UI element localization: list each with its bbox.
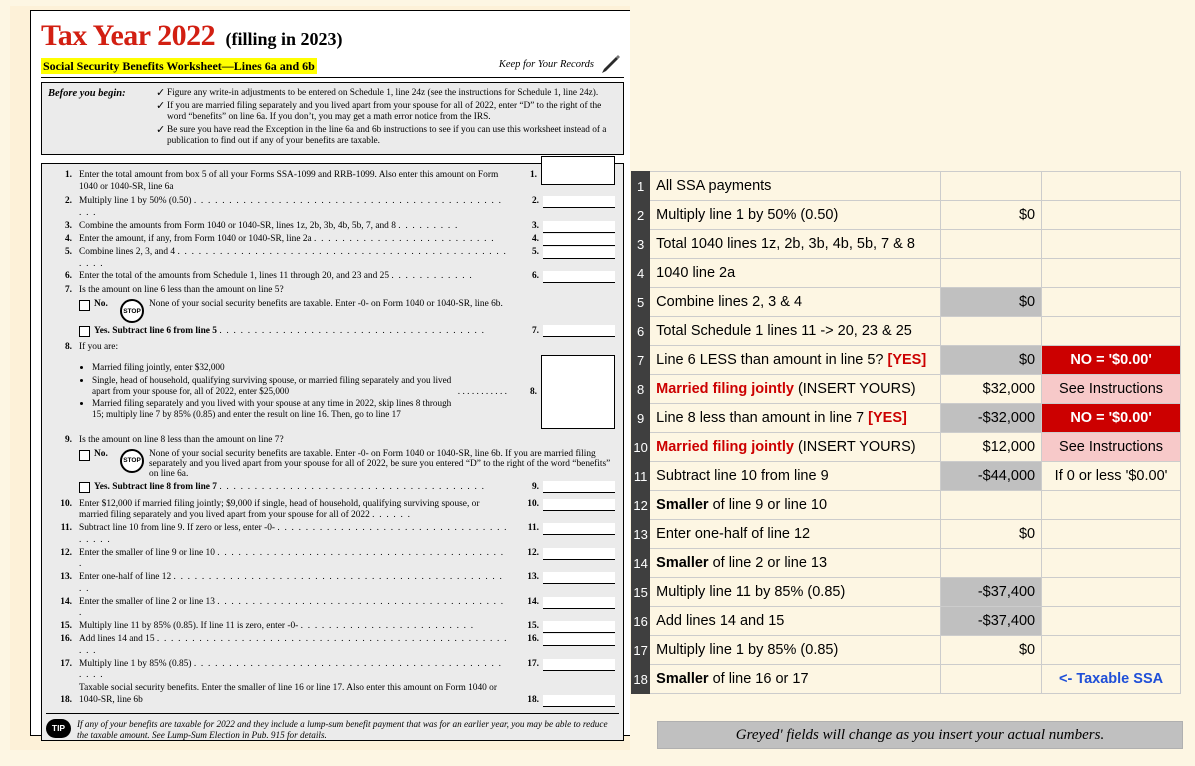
line-text-wrap <box>79 247 513 271</box>
row-description-text: of line 9 or line 10 <box>708 497 828 513</box>
line-number-right: 1. <box>529 169 537 180</box>
row-number: 11 <box>632 462 650 491</box>
list-item <box>156 101 617 123</box>
row-description-emphasis: Smaller <box>656 497 709 513</box>
row-value[interactable]: -$32,000 <box>940 404 1041 433</box>
line-number: 9. <box>64 434 72 445</box>
row-description: All SSA payments <box>650 172 941 201</box>
row-description: Add lines 14 and 15 <box>650 607 941 636</box>
row-description-text: Line 6 LESS than amount in line 5? <box>656 352 884 368</box>
line-text-wrap <box>79 659 513 683</box>
worksheet-line-11 <box>46 523 619 547</box>
keep-records-note: Keep for Your Records <box>498 59 594 70</box>
row-note <box>1042 230 1181 259</box>
line-number: 8. <box>64 342 72 353</box>
row-description <box>650 491 941 520</box>
row-number: 6 <box>632 317 650 346</box>
leader-dots: . . . . . . . . . . . . <box>391 271 473 282</box>
row-note <box>1042 259 1181 288</box>
line-number-right: 3. <box>531 220 539 231</box>
table-row[interactable] <box>632 317 1181 346</box>
table-row[interactable] <box>632 288 1181 317</box>
before-you-begin-list <box>156 88 617 149</box>
line-text-wrap <box>79 196 513 220</box>
line-text-wrap <box>79 634 513 658</box>
row-note: NO = '$0.00' <box>1042 346 1181 375</box>
leader-dots: . . . . . . <box>372 510 412 521</box>
leader-dots: . . . . . . . . . . . . . . . . . . . . . . . . . . . . . . . . . . . . . . . . . . . . . . . <box>79 196 503 219</box>
line-text: Enter the amount, if any, from Form 1040 or 1040-SR, line 2a <box>79 233 312 244</box>
row-description: Subtract line 10 from line 9 <box>650 462 941 491</box>
line-6-input[interactable] <box>543 271 615 283</box>
row-yes-flag: [YES] <box>887 352 927 368</box>
stop-icon: STOP <box>120 449 144 473</box>
table-row[interactable] <box>632 549 1181 578</box>
row-note <box>1042 636 1181 665</box>
checkbox-line7-yes[interactable] <box>79 326 90 337</box>
worksheet-line-9 <box>46 435 619 447</box>
line-text-wrap <box>79 234 513 246</box>
worksheet-line-17 <box>46 659 619 683</box>
row-value[interactable]: $0 <box>940 636 1041 665</box>
row-description-text: Married filing jointly <box>656 381 794 397</box>
row-note <box>1042 520 1181 549</box>
row-number: 14 <box>632 549 650 578</box>
line-text: Subtract line 10 from line 9. If zero or less, enter -0- <box>79 523 276 534</box>
worksheet-line-12 <box>46 548 619 572</box>
worksheet-line-2 <box>46 196 619 220</box>
row-description-text: of line 2 or line 13 <box>708 555 828 571</box>
row-note <box>1042 607 1181 636</box>
checkmark-icon: ✓ <box>156 87 166 99</box>
table-row[interactable] <box>632 375 1181 404</box>
line-number-right: 6. <box>531 271 539 282</box>
row-note <box>1042 491 1181 520</box>
line-7-input[interactable] <box>543 325 615 337</box>
row-note: If 0 or less '$0.00' <box>1042 462 1181 491</box>
row-number: 4 <box>632 259 650 288</box>
row-note <box>1042 172 1181 201</box>
line-number: 11. <box>60 523 72 534</box>
line-number-right: 8. <box>529 386 537 397</box>
row-description-text: Married filing jointly <box>656 439 794 455</box>
leader-dots: . . . . . . . . . . . . . . . . . . . . . . . . . . . . . . . . . . . . . . . . . . . . . . . . . <box>79 572 504 594</box>
row-number: 17 <box>632 636 650 665</box>
line-10-input[interactable] <box>543 499 615 511</box>
table-row[interactable] <box>632 665 1181 694</box>
row-description-hint: (INSERT YOURS) <box>797 381 916 397</box>
row-number: 15 <box>632 578 650 607</box>
row-value[interactable] <box>940 259 1041 288</box>
row-value[interactable]: $32,000 <box>940 375 1041 404</box>
line-text: Multiply line 1 by 50% (0.50) <box>79 196 192 207</box>
line-9-no-text: None of your social security benefits are taxable. Enter -0- on Form 1040 or 1040-SR, line 6b. If you are married filing separately and you lived apart from your spouse for all of 2022, be sure you entered “D” to the right of the word “benefits” on line 6a. <box>149 448 611 479</box>
calculation-table <box>631 171 1181 694</box>
row-description: Enter one-half of line 12 <box>650 520 941 549</box>
line-text: Multiply line 1 by 85% (0.85) <box>79 658 192 669</box>
line-12-input[interactable] <box>543 548 615 560</box>
row-note <box>1042 317 1181 346</box>
before-you-begin-label: Before you begin: <box>48 88 126 99</box>
table-row[interactable] <box>632 520 1181 549</box>
worksheet-line-8 <box>46 342 619 354</box>
line-9-yes-text <box>94 482 513 492</box>
line-text: Enter the smaller of line 9 or line 10 <box>79 547 215 558</box>
row-value[interactable] <box>940 317 1041 346</box>
line-9-no-label: No. <box>94 448 108 459</box>
line-4-input[interactable] <box>543 234 615 246</box>
row-note: NO = '$0.00' <box>1042 404 1181 433</box>
line-number: 6. <box>64 271 72 282</box>
row-number: 16 <box>632 607 650 636</box>
row-description-emphasis: Smaller <box>656 555 709 571</box>
worksheet-line-10 <box>46 499 619 523</box>
line-1-amount-box[interactable] <box>541 156 615 185</box>
table-row[interactable] <box>632 491 1181 520</box>
row-description: Multiply line 1 by 85% (0.85) <box>650 636 941 665</box>
row-number: 5 <box>632 288 650 317</box>
worksheet-line-5 <box>46 247 619 271</box>
before-item-text: Be sure you have read the Exception in the line 6a and 6b instructions to see if you can use this worksheet instead of a publication to find out if any of your benefits are taxable. <box>167 124 607 146</box>
row-description: 1040 line 2a <box>650 259 941 288</box>
worksheet-line-4 <box>46 234 619 246</box>
row-description-text: of line 16 or 17 <box>708 671 809 687</box>
title-divider <box>41 77 624 78</box>
line-number: 4. <box>64 233 72 244</box>
leader-dots: . . . . . . . . . . . . . . . . . . . . . . . . . . . . . . . . . . . . . . . . . . <box>79 596 505 619</box>
line-7-yes-text <box>94 326 513 336</box>
line-number-right: 14. <box>527 596 539 607</box>
row-description: Total 1040 lines 1z, 2b, 3b, 4b, 5b, 7 & 8 <box>650 230 941 259</box>
page-subtitle-year: (filling in 2023) <box>225 29 343 49</box>
before-item-text: Figure any write-in adjustments to be entered on Schedule 1, line 24z (see the instructions for Schedule 1, line 24z). <box>167 88 599 98</box>
row-value[interactable]: $0 <box>940 288 1041 317</box>
line-16-input[interactable] <box>543 634 615 646</box>
line-text: Add lines 14 and 15 <box>79 634 155 645</box>
leader-dots: . . . . . . . . . . . . . . . . . . . . . . . . . . <box>314 233 495 244</box>
leader-dots: . . . . . . . . . . . . . . . . . . . . . . . . . . . . . . . . . . . . . . <box>79 523 508 545</box>
worksheet-line-14 <box>46 597 619 621</box>
line-number: 15. <box>60 621 72 632</box>
row-number: 13 <box>632 520 650 549</box>
line-text-wrap <box>79 621 513 633</box>
leader-dots: . . . . . . . . . . . . . . . . . . . . . . . . . . . . . . . . . . . . . . <box>219 481 486 492</box>
line-number-right: 17. <box>527 658 539 669</box>
row-value[interactable]: $0 <box>940 520 1041 549</box>
line-number: 12. <box>60 547 72 558</box>
row-description: Multiply line 11 by 85% (0.85) <box>650 578 941 607</box>
row-note <box>1042 578 1181 607</box>
line-5-input[interactable] <box>543 247 615 259</box>
line-2-input[interactable] <box>543 196 615 208</box>
line-text-wrap <box>79 523 513 547</box>
line-text: If you are: <box>79 342 119 353</box>
before-item-text: If you are married filing separately and you lived apart from your spouse for all of 2022, enter “D” to the right of the word “benefits” on line 6a. If you don’t, you may get a math error notice from the IRS. <box>167 101 602 122</box>
row-value[interactable]: -$37,400 <box>940 578 1041 607</box>
row-value[interactable] <box>940 172 1041 201</box>
line-number-right: 5. <box>531 246 539 257</box>
worksheet-subtitle-row <box>41 57 624 74</box>
row-note <box>1042 201 1181 230</box>
table-row[interactable] <box>632 607 1181 636</box>
line-number: 7. <box>64 285 72 296</box>
worksheet-panel <box>10 6 630 750</box>
worksheet-line-16 <box>46 634 619 658</box>
line-7-no-label: No. <box>94 299 108 310</box>
row-number: 10 <box>632 433 650 462</box>
table-row[interactable] <box>632 462 1181 491</box>
line-text: Enter $12,000 if married filing jointly; $9,000 if single, head of household, qualifying surviving spouse, or married filing separately and you lived apart from your spouse for all of 2022 <box>79 498 480 521</box>
worksheet-lines <box>41 163 624 741</box>
worksheet-line-6 <box>46 271 619 283</box>
worksheet-line-3 <box>46 221 619 233</box>
worksheet-line-18 <box>46 683 619 707</box>
row-note <box>1042 549 1181 578</box>
table-row[interactable] <box>632 201 1181 230</box>
line-7-yes-option[interactable] <box>79 325 619 337</box>
line-number-right: 2. <box>531 196 539 207</box>
pen-icon <box>600 55 622 80</box>
checkbox-line9-no[interactable] <box>79 450 90 461</box>
row-description <box>650 375 941 404</box>
line-text: Enter the smaller of line 2 or line 13 <box>79 596 215 607</box>
row-value[interactable] <box>940 665 1041 694</box>
line-8-bullets <box>79 362 454 421</box>
line-text: Enter one-half of line 12 <box>79 572 172 583</box>
row-number: 9 <box>632 404 650 433</box>
table-row[interactable] <box>632 433 1181 462</box>
line-text-wrap <box>79 499 513 523</box>
row-note <box>1042 288 1181 317</box>
line-text-wrap <box>79 271 513 283</box>
worksheet-line-1 <box>46 170 619 194</box>
line-number-right: 7. <box>531 326 539 337</box>
leader-dots: . . . . . . . . . . . . . . . . . . . . . . . . . . . . . . . . . . . . . . . . . . . . . . . . . . . . . <box>79 634 508 656</box>
leader-dots: . . . . . . . . . . . . . . . . . . . . . . . . . . . . . . . . . . . . . . . . . . <box>79 547 505 570</box>
line-number: 14. <box>60 596 72 607</box>
line-number: 18. <box>60 694 72 705</box>
line-13-input[interactable] <box>543 572 615 584</box>
line-text: Is the amount on line 8 less than the amount on line 7? <box>79 434 284 445</box>
row-description <box>650 549 941 578</box>
row-value[interactable]: $0 <box>940 346 1041 375</box>
checkmark-icon: ✓ <box>156 100 166 112</box>
line-number-right: 13. <box>527 572 539 583</box>
line-7-yes-label: Yes. Subtract line 6 from line 5 <box>94 326 217 337</box>
line-number: 10. <box>60 498 72 509</box>
line-text: Is the amount on line 6 less than the amount on line 5? <box>79 285 284 296</box>
line-text: Multiply line 11 by 85% (0.85). If line 11 is zero, enter -0- <box>79 621 299 632</box>
row-description: Total Schedule 1 lines 11 -> 20, 23 & 25 <box>650 317 941 346</box>
irs-worksheet-form <box>30 10 635 741</box>
row-number: 2 <box>632 201 650 230</box>
line-text-wrap <box>79 597 513 621</box>
row-yes-flag: [YES] <box>868 410 907 426</box>
table-row[interactable] <box>632 578 1181 607</box>
line-text-wrap <box>79 548 513 572</box>
line-number-right: 10. <box>527 498 539 509</box>
line-text: Enter the total amount from box 5 of all your Forms SSA-1099 and RRB-1099. Also enter this amount on Form 1040 or 1040-SR, line 6a <box>79 169 499 192</box>
table-row[interactable] <box>632 346 1181 375</box>
line-text: Combine the amounts from Form 1040 or 1040-SR, lines 1z, 2b, 3b, 4b, 5b, 7, and 8 <box>79 220 396 231</box>
checkmark-icon: ✓ <box>156 123 166 136</box>
line-15-input[interactable] <box>543 621 615 633</box>
line-number-right: 16. <box>527 634 539 645</box>
row-description <box>650 346 941 375</box>
row-number: 7 <box>632 346 650 375</box>
line-number-right: 12. <box>527 547 539 558</box>
line-number: 2. <box>64 196 72 207</box>
greyed-fields-note: Greyed' fields will change as you insert your actual numbers. <box>657 721 1183 749</box>
line-number: 16. <box>60 634 72 645</box>
line-number: 5. <box>64 246 72 257</box>
row-number: 8 <box>632 375 650 404</box>
before-you-begin-box <box>41 82 624 155</box>
line-number-right: 9. <box>531 481 539 492</box>
row-value[interactable] <box>940 549 1041 578</box>
line-number-right: 18. <box>527 694 539 705</box>
row-note: See Instructions <box>1042 375 1181 404</box>
leader-dots: . . . . . . . . . <box>398 220 459 231</box>
line-9-yes-option[interactable] <box>79 481 619 493</box>
line-text-wrap <box>79 572 513 596</box>
line-text-wrap <box>79 221 513 233</box>
page-title: Tax Year 2022 <box>41 19 216 52</box>
line-18-input[interactable] <box>543 695 615 707</box>
tip-block <box>46 713 619 742</box>
worksheet-line-7 <box>46 285 619 297</box>
row-value[interactable]: -$37,400 <box>940 607 1041 636</box>
line-17-input[interactable] <box>543 659 615 671</box>
tip-text: If any of your benefits are taxable for 2022 and they include a lump-sum benefit payment that was for an earlier year, you may be able to reduce the taxable amount. See Lump-Sum Election in Pub. 915 for details. <box>77 718 608 741</box>
line-text: Combine lines 2, 3, and 4 <box>79 246 176 257</box>
line-7-no-text: None of your social security benefits are taxable. Enter -0- on Form 1040 or 1040-SR, line 6b. <box>149 299 503 310</box>
row-number: 18 <box>632 665 650 694</box>
line-7-no-option[interactable] <box>79 299 619 323</box>
row-description-emphasis: Smaller <box>656 671 709 687</box>
list-item: • Single, head of household, qualifying surviving spouse, or married filing separately and you lived apart from your spouse for, all of 2022, enter $25,000 <box>92 375 454 397</box>
form-title-row <box>31 11 634 53</box>
line-number: 17. <box>60 658 72 669</box>
leader-dots: . . . . . . . . . . . . . . . . . . . . . . . . . . . . . . . . . . . . . . . . . . . . . . . . <box>79 658 503 681</box>
table-row[interactable] <box>632 636 1181 665</box>
list-item <box>156 88 617 99</box>
line-number-right: 15. <box>527 621 539 632</box>
stop-icon: STOP <box>120 299 144 323</box>
row-number: 3 <box>632 230 650 259</box>
line-11-input[interactable] <box>543 523 615 535</box>
list-item <box>156 125 617 147</box>
row-note: <- Taxable SSA <box>1042 665 1181 694</box>
checkbox-line9-yes[interactable] <box>79 482 90 493</box>
list-item: • Married filing separately and you lived with your spouse at any time in 2022, skip lines 8 through 15; multiply line 7 by 85% (0.85) and enter the result on line 16. Then, go to line 17 <box>92 398 454 420</box>
row-description <box>650 404 941 433</box>
line-text: Taxable social security benefits. Enter the smaller of line 16 or line 17. Also enter this amount on Form 1040 or 1040-SR, line 6b <box>79 683 497 705</box>
line-text: Enter the total of the amounts from Schedule 1, lines 11 through 20, and 23 and 25 <box>79 271 390 282</box>
line-number-right: 4. <box>531 233 539 244</box>
table-row[interactable] <box>632 230 1181 259</box>
row-note: See Instructions <box>1042 433 1181 462</box>
row-description <box>650 433 941 462</box>
line-number-right: 11. <box>527 523 539 534</box>
row-number: 1 <box>632 172 650 201</box>
line-number: 1. <box>64 169 72 180</box>
leader-dots: . . . . . . . . . . . . . . . . . . . . . . . . . <box>300 621 475 632</box>
worksheet-subtitle: Social Security Benefits Worksheet—Lines 6a and 6b <box>43 59 315 73</box>
row-value[interactable]: $0 <box>940 201 1041 230</box>
row-description: Combine lines 2, 3 & 4 <box>650 288 941 317</box>
tip-icon: TIP <box>46 719 71 738</box>
row-description-hint: (INSERT YOURS) <box>797 439 916 455</box>
row-description-text: Line 8 less than amount in line 7 <box>656 410 865 426</box>
table-row[interactable] <box>632 259 1181 288</box>
table-row[interactable] <box>632 404 1181 433</box>
leader-dots: . . . . . . . . . . . . . . . . . . . . . . . . . . . . . . . . . . . . . . <box>219 326 486 337</box>
worksheet-line-15 <box>46 621 619 633</box>
row-number: 12 <box>632 491 650 520</box>
line-9-input[interactable] <box>543 481 615 493</box>
row-value[interactable] <box>940 491 1041 520</box>
line-14-input[interactable] <box>543 597 615 609</box>
leader-dots: . . . . . . . . . . . <box>457 386 507 397</box>
line-9-yes-label: Yes. Subtract line 8 from line 7 <box>94 481 217 492</box>
line-number: 3. <box>64 220 72 231</box>
line-3-input[interactable] <box>543 221 615 233</box>
line-number: 13. <box>60 572 72 583</box>
list-item: • Married filing jointly, enter $32,000 <box>92 362 454 373</box>
row-description <box>650 665 941 694</box>
worksheet-line-13 <box>46 572 619 596</box>
line-9-no-option[interactable] <box>79 449 619 479</box>
row-value[interactable]: -$44,000 <box>940 462 1041 491</box>
row-value[interactable]: $12,000 <box>940 433 1041 462</box>
table-row[interactable] <box>632 172 1181 201</box>
line-8-amount-box[interactable] <box>541 355 615 429</box>
row-value[interactable] <box>940 230 1041 259</box>
checkbox-line7-no[interactable] <box>79 300 90 311</box>
leader-dots: . . . . . . . . . . . . . . . . . . . . . . . . . . . . . . . . . . . . . . . . . . . . . . . . . . . <box>79 246 508 269</box>
row-description: Multiply line 1 by 50% (0.50) <box>650 201 941 230</box>
